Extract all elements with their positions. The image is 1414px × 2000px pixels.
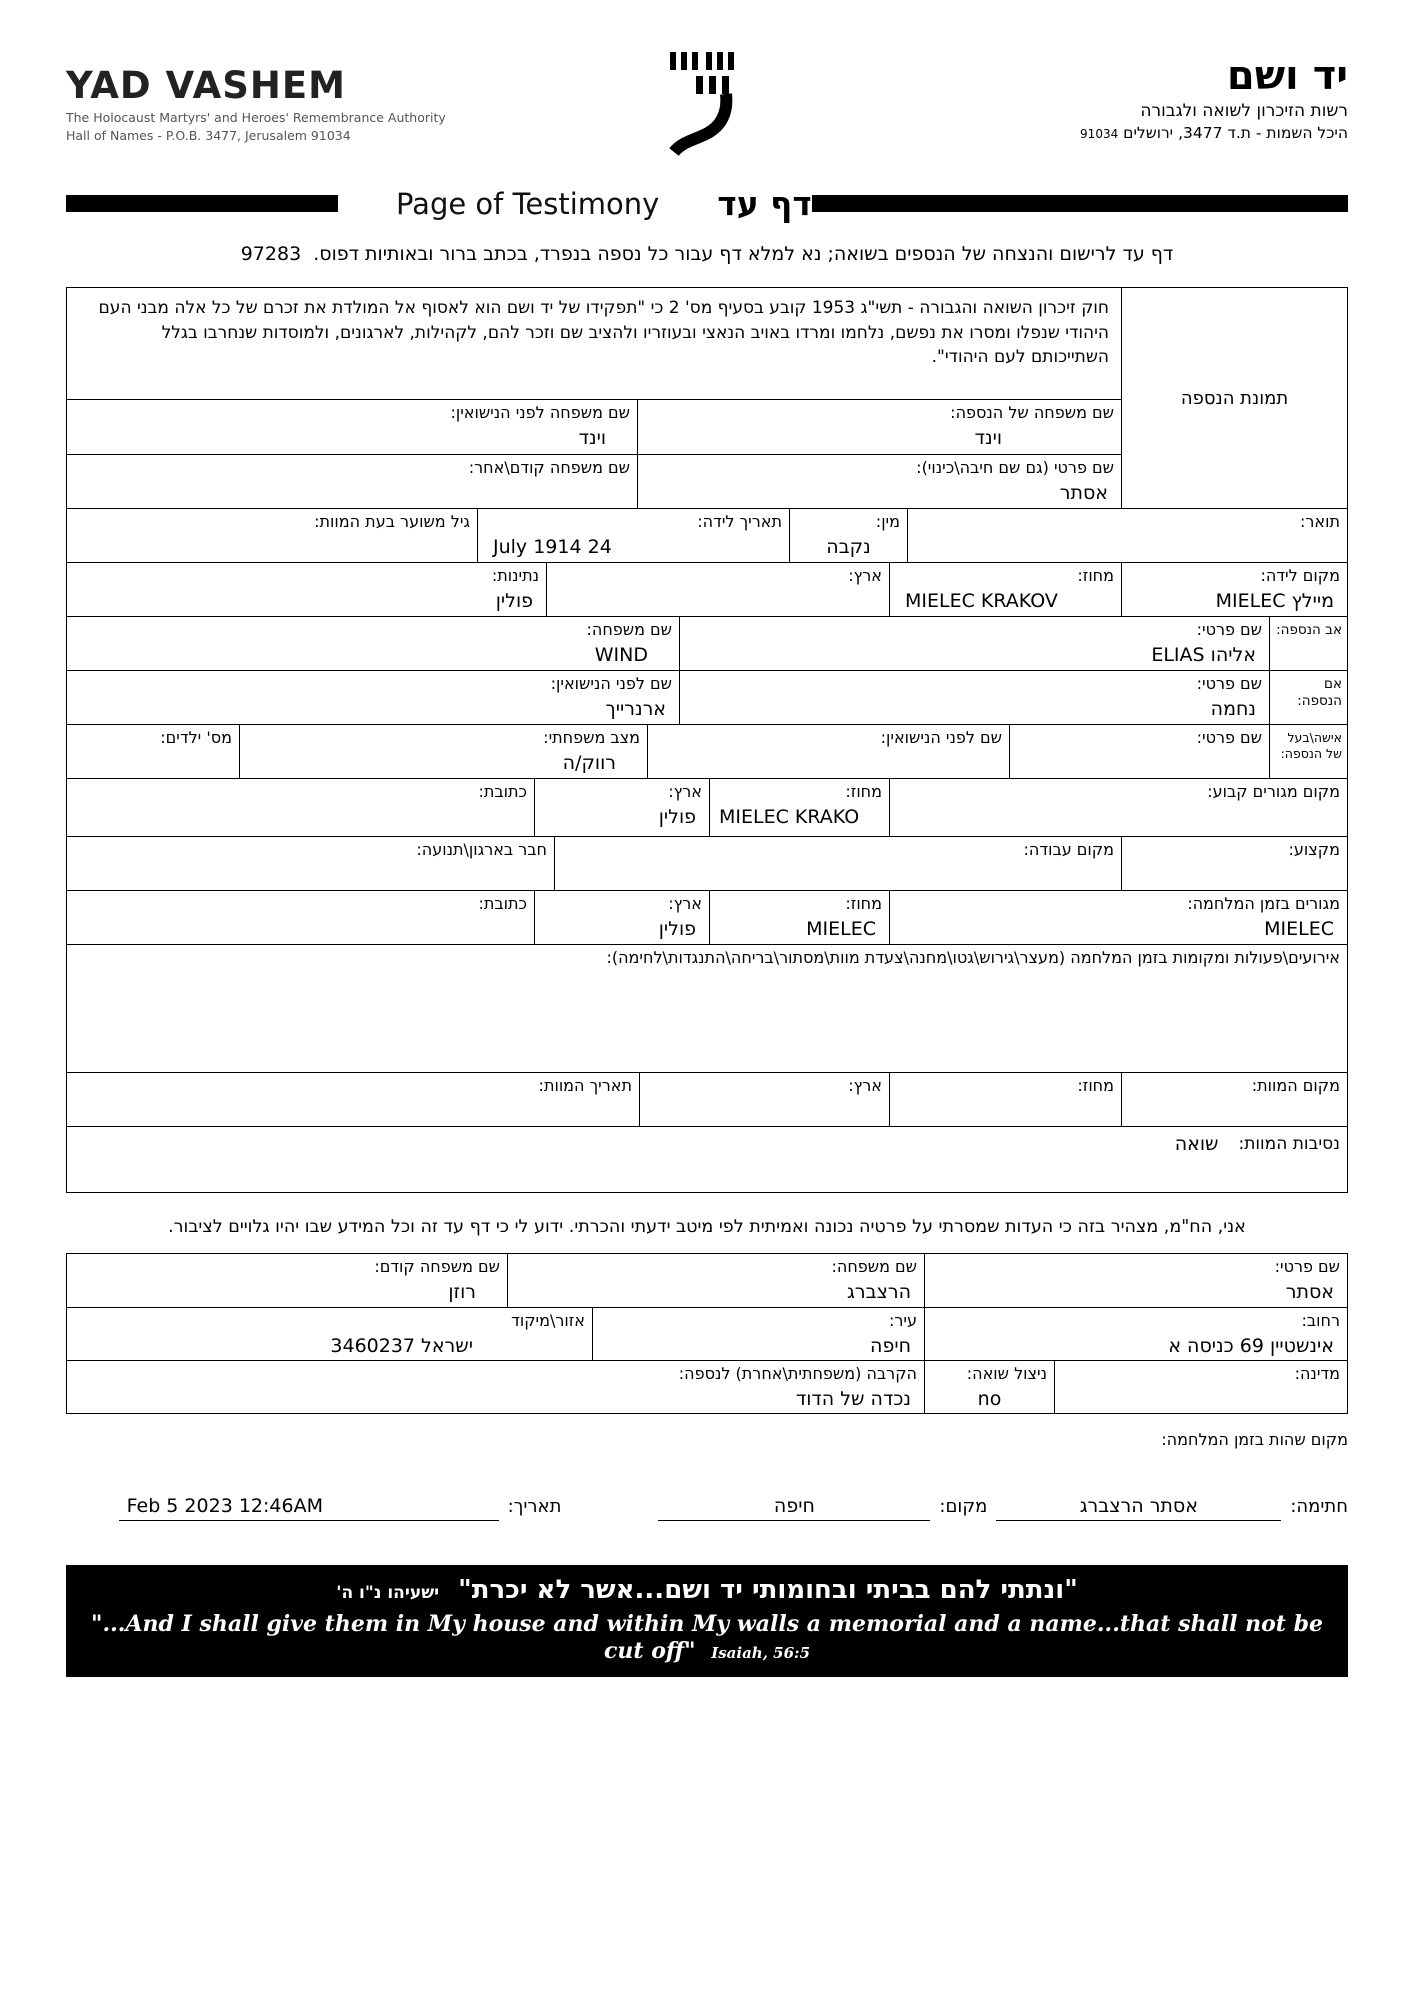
field-submitter-first-name (924, 1254, 1347, 1307)
death-country-label: ארץ: (848, 1076, 882, 1095)
form-number: 97283 (240, 243, 302, 265)
org-name-he: יד ושם (1226, 53, 1348, 99)
field-wartime-events (67, 945, 1347, 1072)
gender-value: נקבה (826, 535, 871, 558)
mother-first-name-label: שם פרטי: (1196, 674, 1262, 693)
wartime-residence-label: מגורים בזמן המלחמה: (1187, 894, 1340, 913)
field-submitter-country (1054, 1361, 1347, 1413)
org-subtitle-en-2: Hall of Names - P.O.B. 3477, Jerusalem 91034 (66, 128, 351, 143)
residence-country-value: פולין (658, 805, 696, 828)
mother-group-label: אם הנספה: (1269, 671, 1347, 724)
field-permanent-residence (889, 779, 1347, 836)
organization-label: חבר בארגון\תנועה: (416, 840, 547, 859)
spouse-group-label: אישה\בעל של הנספה: (1269, 725, 1347, 778)
relation-to-victim-label: הקרבה (משפחתית\אחרת) לנספה: (678, 1364, 917, 1383)
wartime-district-label: מחוז: (845, 894, 882, 913)
instruction-line (66, 243, 1348, 265)
row-death-circumstances (67, 1126, 1347, 1192)
row-first-name (67, 454, 1121, 508)
father-family-name-value: WIND (594, 643, 648, 666)
legal-text: חוק זיכרון השואה והגבורה - תשי"ג 1953 קובע בסעיף מס' 2 כי "תפקידו של יד ושם הוא לאסוף אל המולדת את זכרם של כל אלה מבני העם היהודי שנפלו ומסרו את נפשם, נלחמו ומרדו באויב הנאצי ובעוזריו ולהציב שם וזכר להם, לקהילות, לארגונים, ולמוסדות שנחרבו בגלל השתייכותם לעם היהודי". (67, 288, 1121, 400)
residence-district-value: MIELEC KRAKO (719, 805, 860, 828)
birth-date-label: תאריך לידה: (697, 512, 782, 531)
field-spouse-maiden-name (647, 725, 1009, 778)
father-first-name-label: שם פרטי: (1196, 620, 1262, 639)
mother-maiden-name-label: שם לפני הנישואין: (550, 674, 672, 693)
org-name-en: YAD VASHEM (66, 64, 346, 107)
submitter-first-name-label: שם פרטי: (1274, 1257, 1340, 1276)
org-subtitle-he-2 (918, 124, 1348, 142)
field-first-name (637, 455, 1121, 508)
field-spouse-first-name (1009, 725, 1269, 778)
death-place-label: מקום המוות: (1251, 1076, 1340, 1095)
wartime-district-value: MIELEC (806, 917, 876, 940)
field-mother-maiden-name (67, 671, 679, 724)
submitter-city-label: עיר: (888, 1311, 917, 1330)
field-age-at-death (67, 509, 477, 562)
citizenship-label: נתינות: (491, 566, 539, 585)
submitter-first-name-value: אסתר (1285, 1280, 1334, 1303)
submitter-country-label: מדינה: (1294, 1364, 1340, 1383)
workplace-label: מקום עבודה: (1023, 840, 1114, 859)
field-survivor (924, 1361, 1054, 1413)
residence-district-label: מחוז: (845, 782, 882, 801)
footer-banner (66, 1565, 1348, 1677)
page-title-he: דף עד (717, 184, 812, 223)
org-subtitle-en-1: The Holocaust Martyrs' and Heroes' Remembrance Authority (66, 110, 446, 125)
signature-place-value: חיפה (773, 1495, 815, 1517)
first-name-label: שם פרטי (גם שם חיבה\כינוי): (916, 458, 1114, 477)
field-death-circumstances (67, 1127, 1347, 1192)
field-father-first-name (679, 617, 1269, 670)
field-maiden-name (67, 400, 637, 454)
row-submitter-names (67, 1254, 1347, 1307)
submitter-family-name-label: שם משפחה: (831, 1257, 917, 1276)
row-submitter-address (67, 1307, 1347, 1360)
org-address-he: היכל השמות - ת.ד 3477, ירושלים (1123, 124, 1348, 142)
field-father-family-name (67, 617, 679, 670)
spouse-first-name-label: שם פרטי: (1196, 728, 1262, 747)
submitter-former-name-label: שם משפחה קודם: (374, 1257, 500, 1276)
signature-row (66, 1495, 1348, 1521)
first-name-value: אסתר (1059, 481, 1108, 504)
field-mother-first-name (679, 671, 1269, 724)
field-family-name (637, 400, 1121, 454)
field-submitter-zip (67, 1308, 592, 1360)
residence-country-label: ארץ: (668, 782, 702, 801)
row-death (67, 1072, 1347, 1126)
footer-quote-he (78, 1575, 1336, 1606)
father-group-label: אב הנספה: (1269, 617, 1347, 670)
field-wartime-district (709, 891, 889, 944)
field-profession (1121, 837, 1347, 890)
field-residence-address (67, 779, 534, 836)
field-death-district (889, 1073, 1121, 1126)
submitter-zip-label: אזור\מיקוד (511, 1311, 585, 1330)
field-submitter-former-name (67, 1254, 507, 1307)
page-title-en: Page of Testimony (396, 186, 660, 221)
signature-label: חתימה: (1290, 1496, 1348, 1517)
title-label: תואר: (1300, 512, 1340, 531)
survivor-value: no (977, 1387, 1002, 1410)
mother-maiden-name-value: ארנרייך (605, 697, 666, 720)
birth-place-label: מקום לידה: (1260, 566, 1340, 585)
submitter-wartime-location-label: מקום שהות בזמן המלחמה: (1161, 1430, 1348, 1449)
field-birth-country (546, 563, 889, 616)
row-permanent-residence (67, 778, 1347, 836)
footer-quote-en (78, 1611, 1336, 1664)
row-mother (67, 670, 1347, 724)
field-death-date (67, 1073, 639, 1126)
signature-date-line (119, 1495, 499, 1521)
field-wartime-residence (889, 891, 1347, 944)
field-birth-district (889, 563, 1121, 616)
field-submitter-city (592, 1308, 924, 1360)
submitter-details-table (66, 1253, 1348, 1414)
field-citizenship (67, 563, 546, 616)
row-wartime-residence (67, 890, 1347, 944)
mother-first-name-value: נחמה (1210, 697, 1256, 720)
field-death-place (1121, 1073, 1347, 1126)
family-name-value: וינד (974, 426, 1002, 449)
death-date-label: תאריך המוות: (538, 1076, 632, 1095)
org-block-en (66, 48, 496, 143)
field-gender (789, 509, 907, 562)
submitter-zip-value: ישראל 3460237 (330, 1334, 473, 1357)
father-first-name-value: אליהו ELIAS (1151, 643, 1256, 666)
submitter-street-value: אינשטיין 69 כניסה א (1168, 1334, 1334, 1357)
field-marital-status (239, 725, 647, 778)
org-block-he (918, 48, 1348, 142)
birth-country-label: ארץ: (848, 566, 882, 585)
footer-quote-he-text: "ונתתי להם בביתי ובחומותי יד ושם...אשר לא יכרת" (458, 1575, 1078, 1605)
family-name-label: שם משפחה של הנספה: (950, 403, 1114, 422)
field-workplace (554, 837, 1121, 890)
row-father (67, 616, 1347, 670)
field-wartime-country (534, 891, 709, 944)
instruction-text: דף עד לרישום והנצחה של הנספים בשואה; נא למלא דף עבור כל נספה בנפרד, בכתב ברור ובאותיות דפוס. (313, 243, 1174, 265)
survivor-label: ניצול שואה: (966, 1364, 1047, 1383)
birth-district-value: MIELEC KRAKOV (905, 589, 1058, 612)
submitter-city-value: חיפה (870, 1334, 911, 1357)
field-title (907, 509, 1347, 562)
signature-place-label: מקום: (939, 1496, 988, 1517)
field-relation-to-victim (67, 1361, 924, 1413)
victim-details-table (66, 287, 1348, 1193)
birth-place-value: מיילץ MIELEC (1215, 589, 1334, 612)
death-district-label: מחוז: (1077, 1076, 1114, 1095)
former-name-label: שם משפחה קודם\אחר: (468, 458, 630, 477)
yad-vashem-menorah-icon (668, 48, 746, 160)
maiden-name-value: וינד (578, 426, 606, 449)
row-title-gender-birthdate (67, 508, 1347, 562)
row-wartime-events (67, 944, 1347, 1072)
field-former-name (67, 455, 637, 508)
row-family-name (67, 400, 1121, 454)
maiden-name-label: שם משפחה לפני הנישואין: (450, 403, 630, 422)
signature-line (996, 1495, 1281, 1521)
row-profession (67, 836, 1347, 890)
footer-quote-en-source: Isaiah, 56:5 (711, 1643, 810, 1662)
org-subtitle-he-1: רשות הזיכרון לשואה ולגבורה (1140, 101, 1348, 121)
legal-and-names-column (67, 288, 1121, 508)
permanent-residence-label: מקום מגורים קבוע: (1207, 782, 1340, 801)
field-organization (67, 837, 554, 890)
declaration-text: אני, הח"מ, מצהיר בזה כי העדות שמסרתי על פרטיה נכונה ואמיתית לפי מיטב ידעתי והכרתי. ידוע לי כי דף עד זה וכל המידע שבו יהיו גלויים לציבור. (168, 1217, 1246, 1237)
header (66, 48, 1348, 160)
residence-address-label: כתובת: (478, 782, 527, 801)
birth-date-value: July 1914 24 (493, 535, 612, 558)
photo-label: תמונת הנספה (1180, 387, 1289, 409)
gender-label: מין: (875, 512, 900, 531)
field-wartime-address (67, 891, 534, 944)
field-death-country (639, 1073, 889, 1126)
field-residence-country (534, 779, 709, 836)
wartime-events-label: אירועים\פעולות ומקומות בזמן המלחמה (מעצר\גירוש\גטו\מחנה\צעדת מוות\מסתור\בריחה\התנגדות\לחימה): (606, 948, 1340, 967)
submitter-family-name-value: הרצברג (847, 1280, 911, 1303)
marital-status-label: מצב משפחתי: (543, 728, 640, 747)
wartime-address-label: כתובת: (478, 894, 527, 913)
birth-district-label: מחוז: (1077, 566, 1114, 585)
signature-place-line (658, 1495, 930, 1521)
citizenship-value: פולין (495, 589, 533, 612)
submitter-former-name-value: רוזן (448, 1280, 476, 1303)
signature-date-value: Feb 5 2023 12:46AM (126, 1495, 323, 1517)
section-legal-and-names (67, 288, 1347, 508)
footer-quote-he-source: ישעיהו נ"ו ה' (336, 1583, 440, 1603)
row-birth-place (67, 562, 1347, 616)
profession-label: מקצוע: (1288, 840, 1340, 859)
field-submitter-street (924, 1308, 1347, 1360)
signature-value: אסתר הרצברג (1079, 1495, 1198, 1517)
spouse-maiden-name-label: שם לפני הנישואין: (880, 728, 1002, 747)
field-birth-date (477, 509, 789, 562)
father-family-name-label: שם משפחה: (586, 620, 672, 639)
field-residence-district (709, 779, 889, 836)
field-number-of-children (67, 725, 239, 778)
submitter-street-label: רחוב: (1301, 1311, 1340, 1330)
field-submitter-family-name (507, 1254, 924, 1307)
footer-quote-en-text: "...And I shall give them in My house and within My walls a memorial and a name...that shall not be cut off" (91, 1611, 1323, 1664)
wartime-country-value: פולין (658, 917, 696, 940)
row-spouse (67, 724, 1347, 778)
signature-date-label: תאריך: (507, 1496, 562, 1517)
photo-cell (1121, 288, 1347, 508)
relation-to-victim-value: נכדה של הדוד (795, 1387, 911, 1410)
death-circumstances-value: שואה (1174, 1133, 1219, 1155)
row-submitter-relation (67, 1360, 1347, 1413)
marital-status-value: רווק/ה (562, 751, 616, 774)
title-bar (66, 184, 1348, 223)
death-circumstances-label: נסיבות המוות: (1238, 1134, 1340, 1154)
org-zip-he: 91034 (1080, 127, 1119, 141)
age-at-death-label: גיל משוער בעת המוות: (314, 512, 470, 531)
wartime-country-label: ארץ: (668, 894, 702, 913)
title-rule-left (66, 195, 338, 212)
field-birth-place (1121, 563, 1347, 616)
number-of-children-label: מס' ילדים: (160, 728, 232, 747)
wartime-residence-value: MIELEC (1264, 917, 1334, 940)
title-rule-right (812, 195, 1348, 212)
